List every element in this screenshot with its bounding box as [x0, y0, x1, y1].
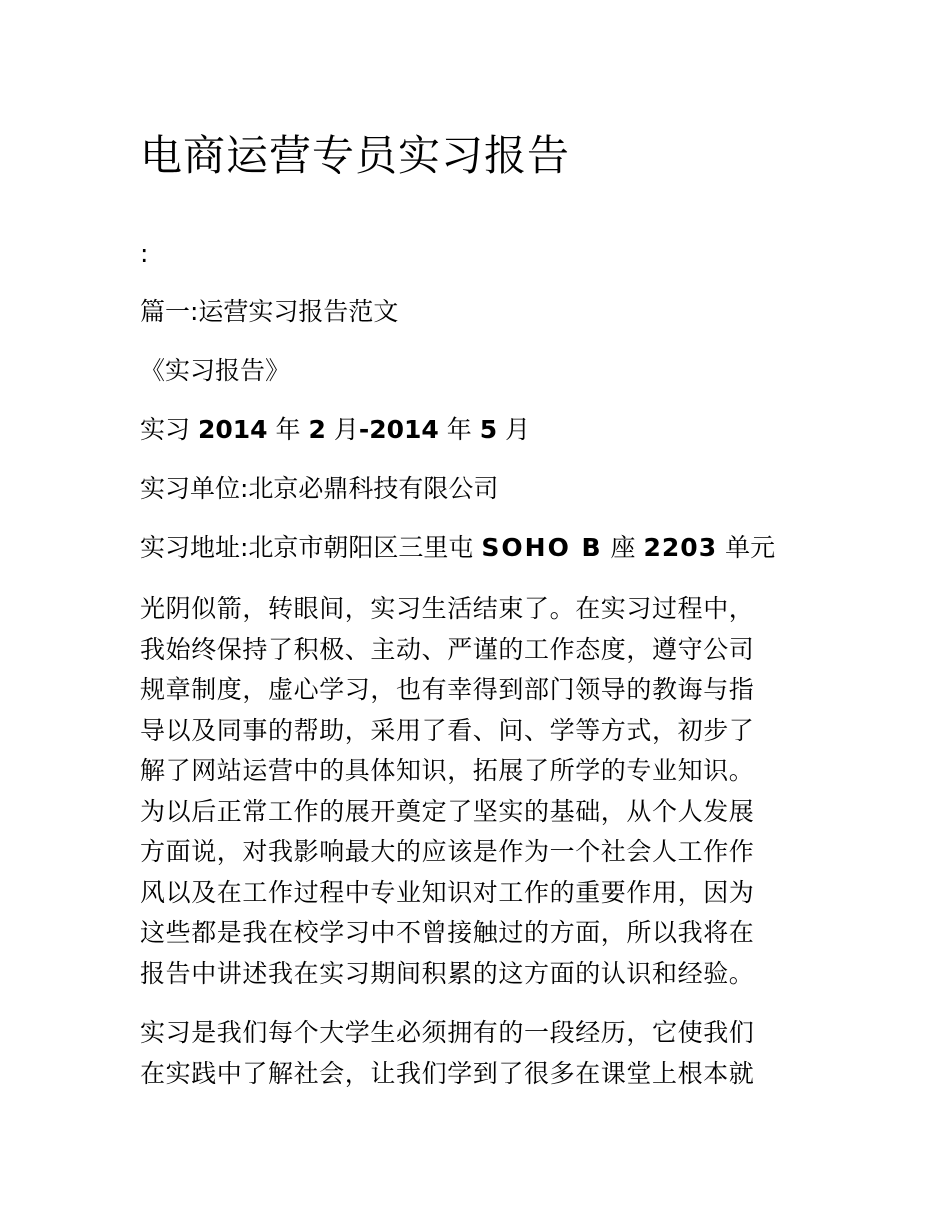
address-line	[140, 530, 775, 566]
period-dash: -	[358, 415, 370, 444]
paragraph-1	[140, 589, 790, 994]
period-end-year: 2014	[369, 415, 439, 444]
paragraph-line: 光阴似箭，转眼间，实习生活结束了。在实习过程中，	[140, 594, 755, 623]
document-title: 电商运营专员实习报告	[140, 131, 571, 180]
paragraph-line: 风以及在工作过程中专业知识对工作的重要作用，因为	[140, 877, 755, 907]
address-room: 2203	[643, 533, 718, 562]
paragraph-line: 为以后正常工作的展开奠定了坚实的基础，从个人发展	[140, 796, 755, 826]
address-building: SOHO B	[481, 533, 603, 562]
period-label: 实习	[140, 415, 191, 444]
paragraph-line: 实习是我们每个大学生必须拥有的一段经历，它使我们	[140, 1018, 755, 1047]
paragraph-line: 解了网站运营中的具体知识，拓展了所学的专业知识。	[140, 756, 755, 785]
paragraph-2	[140, 1013, 790, 1094]
address-prefix: 实习地址:北京市朝阳区三里屯	[140, 533, 474, 562]
paragraph-line: 我始终保持了积极、主动、严谨的工作态度，遵守公司	[140, 634, 755, 664]
period-year-char-1: 年	[275, 415, 301, 444]
period-start-month: 2	[308, 415, 326, 444]
paragraph-line: 规章制度，虚心学习，也有幸得到部门领导的教诲与指	[140, 675, 755, 704]
internship-period	[140, 412, 530, 448]
paragraph-line: 导以及同事的帮助，采用了看、问、学等方式，初步了	[140, 715, 755, 745]
company-line: 实习单位:北京必鼎科技有限公司	[140, 474, 499, 503]
paragraph-line: 这些都是我在校学习中不曾接触过的方面，所以我将在	[140, 918, 755, 947]
paragraph-line: 方面说，对我影响最大的应该是作为一个社会人工作作	[140, 837, 755, 866]
address-unit: 单元	[725, 533, 776, 562]
paragraph-line: 在实践中了解社会，让我们学到了很多在课堂上根本就	[140, 1058, 755, 1088]
period-end-month: 5	[479, 415, 498, 444]
period-month-char-2: 月	[505, 415, 531, 444]
colon-line: :	[140, 239, 149, 268]
address-seat: 座	[610, 533, 636, 562]
period-month-char-1: 月	[333, 415, 359, 444]
report-name: 《实习报告》	[140, 356, 291, 385]
paragraph-line: 报告中讲述我在实习期间积累的这方面的认识和经验。	[140, 958, 755, 988]
period-start-year: 2014	[197, 415, 268, 444]
period-year-char-2: 年	[446, 415, 472, 444]
section-heading: 篇一:运营实习报告范文	[140, 297, 399, 326]
